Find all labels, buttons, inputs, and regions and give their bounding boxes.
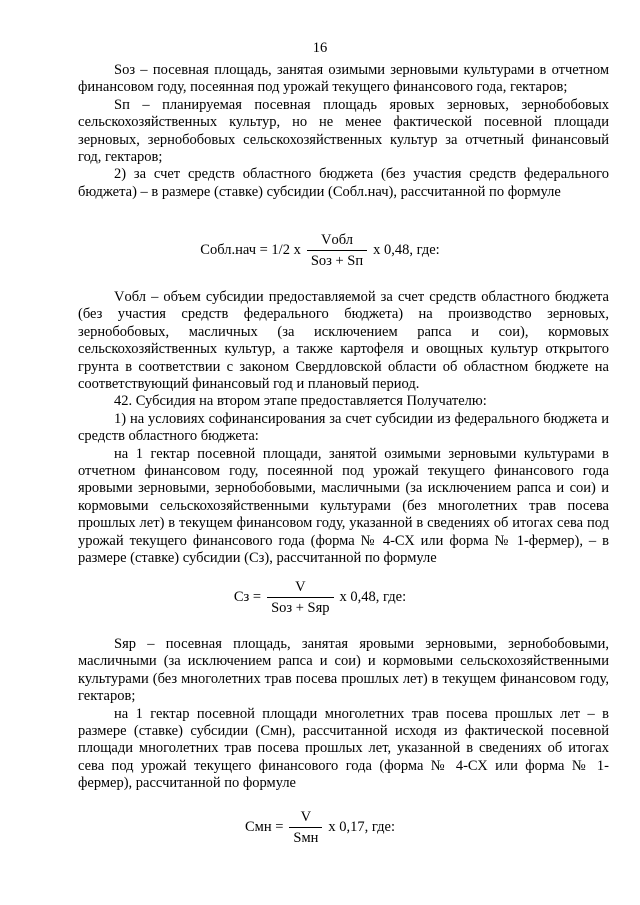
formula-numerator: V [300,809,312,825]
formula-numerator: V [295,579,306,595]
formula-denominator: Sмн [289,827,322,846]
formula-denominator: Sоз + Sп [307,250,367,269]
paragraph: на 1 гектар посевной площади многолетних трав посева прошлых лет – в размере (ставке) субсидии (Смн), рассчитанной исходя из фактической посевной площади многолетних трав посева прошлых лет, указанной в сведениях об итогах сева под урожай текущего финансового года (форма № 4-СХ или форма № 1-фермер), рассчитанной по формуле [78,705,609,792]
text-block-1 [78,62,609,201]
paragraph: 2) за счет средств областного бюджета (без участия средств федерального бюджета) – в размере (ставке) субсидии (Собл.нач), рассчитанной по формуле [78,166,609,200]
formula-smn [0,809,640,846]
paragraph: Vобл – объем субсидии предоставляемой за счет средств областного бюджета (без участия средств федерального бюджета) на производство зерновых, зернобобовых, масличных (за исключением рапса и сои), кормовых сельскохозяйственных культур, а также картофеля и овощных культур открытого грунта в соответствии с законом Свердловской области об областном бюджете на соответствующий финансовый год и плановый период. [78,289,609,393]
formula-sobl-nach [0,232,640,269]
text-block-3 [78,636,609,793]
paragraph: на 1 гектар посевной площади, занятой озимыми зерновыми культурами в отчетном финансовом году, посеянной под урожай текущего финансового года яровыми зерновыми, зернобобовыми, масличными (за исключением рапса и сои) и кормовыми сельскохозяйственными культурами (без многолетних трав посева прошлых лет) в текущем финансовом году, указанной в сведениях об итогах сева под урожай текущего финансового года (форма № 4-СХ или форма № 1-фермер), – в размере (ставке) субсидии (Сз), рассчитанной по формуле [78,445,609,567]
paragraph: Sп – планируемая посевная площадь яровых зерновых, зернобобовых сельскохозяйственных культур, но не менее фактической посевной площади зерновых, зернобобовых сельскохозяйственных культур за отчетный финансовый год, гектаров; [78,96,609,166]
formula-fraction [267,579,333,616]
formula-left: Сз = [233,589,262,605]
formula-left: Смн = [245,819,284,835]
formula-numerator: Vобл [320,232,353,248]
formula-sz [0,579,640,616]
formula-left: Собл.нач = 1/2 x [200,242,301,258]
paragraph: 42. Субсидия на втором этапе предоставляется Получателю: [114,393,487,410]
text-block-2 [78,289,609,568]
formula-right: x 0,48, где: [339,589,407,605]
paragraph: Sоз – посевная площадь, занятая озимыми зерновыми культурами в отчетном финансовом году, посеянная под урожай текущего финансового года, гектаров; [78,62,609,96]
paragraph: Sяр – посевная площадь, занятая яровыми зерновыми, зернобобовыми, масличными (за исключением рапса и сои) и кормовыми сельскохозяйственными культурами (без многолетних трав посева прошлых лет) в текущем финансовом году, гектаров; [78,636,609,705]
formula-right: x 0,17, где: [328,819,395,835]
page-number: 16 [312,40,328,56]
formula-denominator: Sоз + Sяр [267,597,333,616]
formula-fraction [289,809,322,846]
formula-right: x 0,48, где: [373,242,440,258]
formula-fraction [307,232,367,269]
paragraph: 1) на условиях софинансирования за счет субсидии из федерального бюджета и средств областного бюджета: [78,410,609,445]
